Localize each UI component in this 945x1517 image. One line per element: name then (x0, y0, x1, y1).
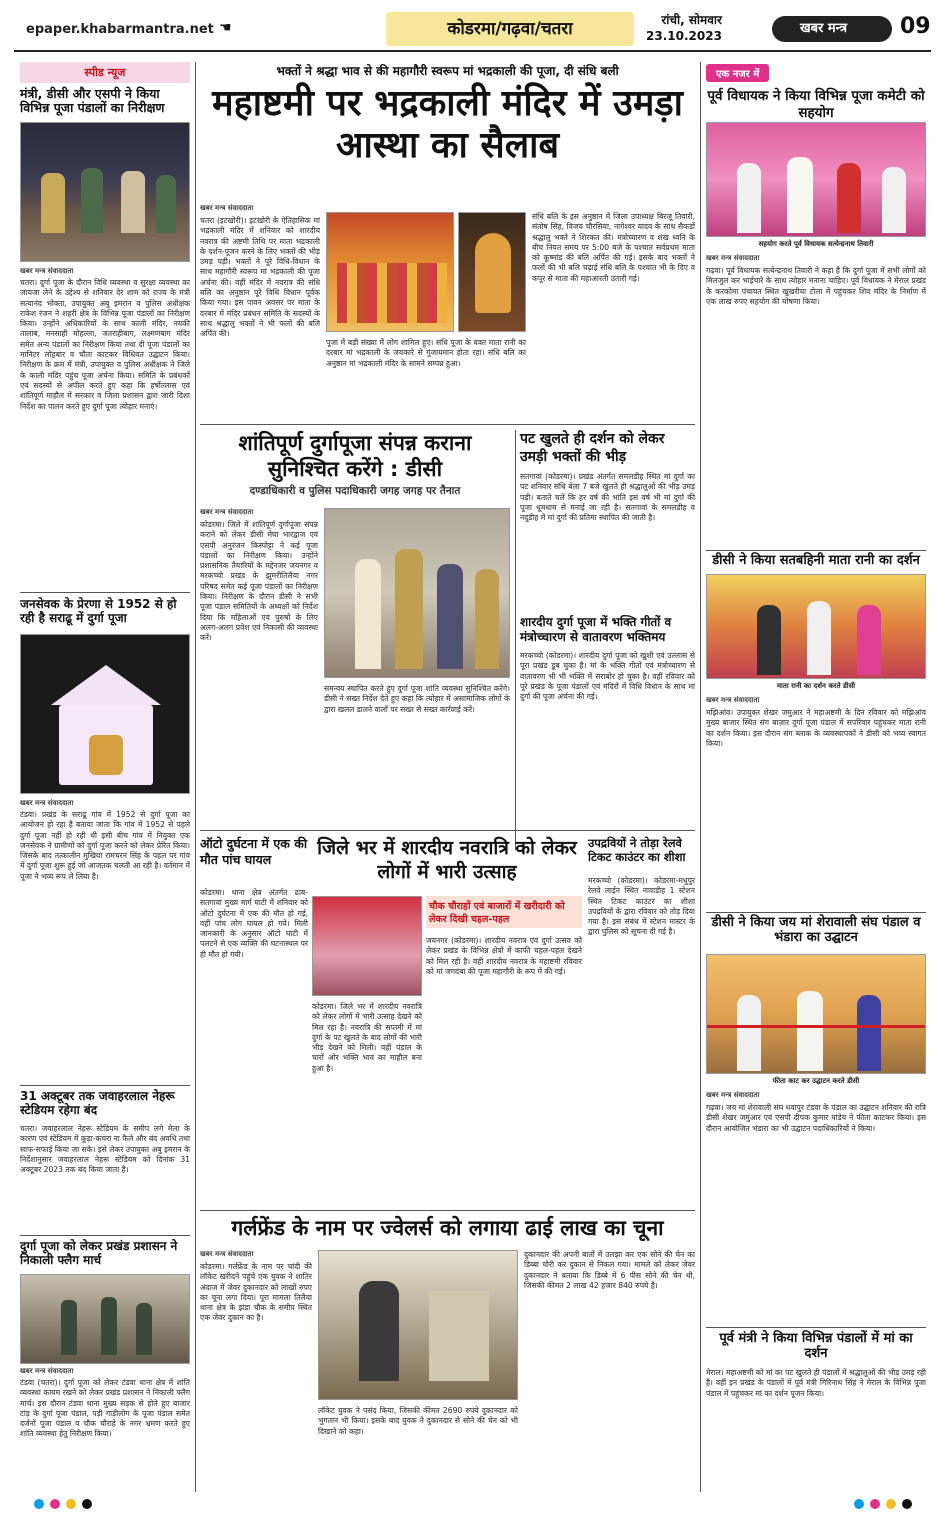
registration-dot (870, 1499, 880, 1509)
rail-headline: उपद्रवियों ने तोड़ा रेलवे टिकट काउंटर का शीशा (588, 836, 686, 864)
page-number: 09 (900, 14, 931, 39)
crowd-headline: पट खुलते ही दर्शन को लेकर उमड़ी भक्तों की भीड़ (520, 431, 665, 465)
right-story1-byline: खबर मन्त्र संवाददाता (706, 254, 760, 262)
registration-dot (82, 1499, 92, 1509)
right-story1-headline: पूर्व विधायक ने किया विभिन्न पूजा कमेटी को सहयोग (707, 88, 925, 121)
inspection-photo (20, 122, 190, 262)
left-column (20, 62, 190, 1492)
registration-dot (66, 1499, 76, 1509)
right-story3-headline: डीसी ने किया जय मां शेरावाली संघ पंडाल व भंडारा का उद्घाटन (711, 915, 921, 945)
auto-story (200, 836, 308, 1206)
dc-darshan-photo (706, 574, 926, 679)
lead-byline: खबर मन्त्र संवाददाता (200, 204, 254, 212)
right-story4-body: मेराल। महाअष्टमी को मां का पट खुलते ही पंडालों में श्रद्धालुओं की भीड़ उमड़ रही है। वहीं इन प्रखंड के पंडालों में पूर्व मंत्री गिरिनाथ सिंह ने मेराल के विभिन्न पूजा पंडाल में पहुंचकर मां का दर्शन पूजन किया। (706, 1368, 926, 1398)
fraud-body3: दुकानदार की अपनी बातों में उलझा कर एक सोने की चेन का डिब्बा चोरी कर दुकान से निकल गया। मामले को लेकर जेवर दुकानदार ने बताया कि डिब्बे में 6 पीस सोने की चेन थी, जिसकी कीमत 2 लाख 42 हजार 840 रुपये है। (524, 1250, 695, 1290)
cursor-icon: ☚ (219, 20, 232, 36)
lead-headline: महाष्टमी पर भद्रकाली मंदिर में उमड़ा आस्था का सैलाब (212, 83, 683, 166)
auto-body: कोडरमा। थाना क्षेत्र अंतर्गत ढाब-सतगावां मुख्य मार्ग घाटी में शनिवार को ऑटो दुर्घटना में एक की मौत हो गई, वहीं पांच लोग घायल हो गये। मिली जानकारी के अनुसार ऑटो घाटी में पलटने से एक व्यक्ति की घटनास्थल पर ही मौत हो गयी। (200, 888, 308, 959)
right-story2-body: मझिआंव। उपायुक्त शेखर जमुआर ने महाअष्टमी के दिन रविवार को मझिआंव मुख्य बाजार स्थित संग बाज़ार दुर्गा पूजा पंडाल में सपरिवार पहुंचकर माता रानी का दर्शन किया। इस दौरान संग ब्लाक के व्यवस्थापकों ने डीसी को भव्य स्वागत किया। (706, 708, 926, 748)
right-column (706, 62, 926, 1492)
fraud-byline: खबर मन्त्र संवाददाता (200, 1250, 254, 1258)
crowd-body: सतगावां (कोडरमा)। प्रखंड अंतर्गत समलडीह स्थित मां दुर्गा का पट शनिवार संधि बेला 7 बजे खुलते ही श्रद्धालुओं की भीड़ उमड़ पड़ी। बताते चलें कि हर वर्ष की भांति इस वर्ष भी मां दुर्गा की पूजा धूमधाम से मनाई जा रही है। सतगावां के समलडीह व नदुडीह में मां दुर्गा की प्रतिमा स्थापित की जाती है। (520, 472, 695, 523)
lead-body3: संधि बलि के इस अनुष्ठान में जिला उपाध्यक्ष बिरजू तिवारी, संतोष सिंह, विजय चौरसिया, नागेश्वर यादव के साथ सैकड़ों श्रद्धालु भक्ते ने शिरकत की। मंत्रोच्चारण व शंख ध्वनि के बीच नियत समय पर 5:00 बजे के पश्चात सर्वप्रथम माता को कूष्मांड की बलि अर्पित की गई। इसके बाद भक्तों ने फलों की भी बलि चढ़ाई संधि बलि के पश्चात भी के दिए व कपूर से माता की महाआरती उतारी गई। (532, 212, 695, 283)
issue-date: 23.10.2023 (646, 29, 722, 43)
fraud-headline: गर्लफ्रेंड के नाम पर ज्वेलर्स को लगाया ढाई लाख का चूना (231, 1216, 664, 1240)
right-story2-caption: माता रानी का दर्शन करते डीसी (776, 682, 856, 690)
right-story3-body: गढ़वा। जय मां शेरावाली संघ धवापुर टंडवा के पंडाल का उद्घाटन शनिवार की रात्रि डीसी शेखर जमुआर एवं एसपी दीपक कुमार पांडेय ने फीता काटकर किया। इस दौरान आयोजित भंडारा का भी उद्घाटन पदाधिकारियों ने किया। (706, 1103, 926, 1133)
music-body: मरकच्चो (कोडरमा)। शारदीय दुर्गा पूजा को खुशी एवं उल्लास से पूरा प्रखंड डूब चुका है। मां के भक्ति गीतों एवं मंत्रोच्चारण से वातावरण भी भी भक्ति में सराबोर हो चुका है। वहीं रविवार को पूरे प्रखंड के पूजा पंडालों एवं मंदिरों में विधि विधान के साथ मां दुर्गा की पूजा अर्चना की गई। (520, 651, 695, 702)
left-story4-headline: दुर्गा पूजा को लेकर प्रखंड प्रशासन ने निकाली फ्लैग मार्च (20, 1239, 178, 1267)
right-story2-headline: डीसी ने किया सतबहिनी माता रानी का दर्शन (712, 553, 920, 568)
music-headline: शारदीय दुर्गा पूजा में भक्ति गीतों व मंत्रोच्चारण से वातावरण भक्तिमय (520, 615, 672, 644)
registration-dot (854, 1499, 864, 1509)
fraud-body: कोडरमा। गर्लफ्रेंड के नाम पर चांदी की लॉकेट खरीदने पहुंचे एक युवक ने शातिर अंदाज में जेवर दुकानदार को लाखों रुपए का चूना लगा दिया। पूरा मामला तिलैया थाना क्षेत्र के झंडा चौक के समीप स्थित एक जेवर दुकान का है। (200, 1262, 312, 1323)
mla-support-photo (706, 122, 926, 237)
registration-dot (886, 1499, 896, 1509)
inauguration-photo (706, 954, 926, 1074)
dateline (646, 12, 722, 44)
left-story1-byline: खबर मन्त्र संवाददाता (20, 267, 74, 275)
dc-inspection-photo (324, 508, 510, 678)
left-story3-headline: 31 अक्टूबर तक जवाहरलाल नेहरू स्टेडियम रहेगा बंद (20, 1089, 175, 1117)
navratri-headline: जिले भर में शारदीय नवरात्रि को लेकर लोगों में भारी उत्साह (317, 837, 577, 883)
registration-dot (902, 1499, 912, 1509)
fraud-story (200, 1216, 695, 1490)
left-story1-headline: मंत्री, डीसी और एसपी ने किया विभिन्न पूजा पंडालों का निरीक्षण (20, 86, 165, 116)
navratri-subhead: चौक चौराहों एवं बाजारों में खरीदारी को लेकर दिखी चहल-पहल (426, 896, 582, 928)
masthead (14, 8, 931, 52)
navratri-body2: जयनगर (कोडरमा)। शारदीय नवरात्र एवं दुर्गा उत्सव को लेकर प्रखंड के विभिन्न क्षेत्रों में काफी चहल-पहल देखने को मिल रही है। वहीं शारदीय नवरात्र के महाष्टमी रविवार को मां जगदंबा की पूजा महागौरी के रूप में की गई। (426, 936, 582, 976)
brand-name: खबर मन्त्र (772, 16, 892, 42)
fraud-body2: लॉकेट युवक ने पसंद किया, जिसकी कीमत 2690 रुपये दुकानदार को भुगतान भी किया। इसके बाद युवक ने दुकानदार से सोने की चेन को भी दिखाने को कहा। (318, 1406, 518, 1436)
right-story1-body: गढ़वा। पूर्व विधायक सत्येन्द्रनाथ तिवारी ने कहा है कि दुर्गा पूजा में सभी लोगों को मिलजुल कर भाईचारे के साथ त्योहार मनाना चाहिए। पूर्व विधायक ने मेराल प्रखंड के करकोमा पंचायत स्थित खुखरीया टोला में पहुंचकर शिव मंदिर के निर्माण में एक लाख रुपए सहयोग की घोषणा किया। (706, 266, 926, 306)
left-story3-body: चतरा। जवाहरलाल नेहरू स्टेडियम के समीप लगे मेला के कारण एवं स्टेडियम में कूड़ा-कचरा ना फैले और बंद अवधि तथा साफ-सफाई किया जा सके। इसे लेकर उपायुक्त अबु इमरान के निर्देशानुसार जवाहरलाल नेहरू स्टेडियम को दिनांक 31 अक्टूबर 2023 तक बंद किया जाता है। (20, 1124, 190, 1175)
left-story4-byline: खबर मन्त्र संवाददाता (20, 1367, 74, 1375)
navratri-story (312, 836, 582, 1206)
left-story4-body: टंडवा (चतरा)। दुर्गा पूजा को लेकर टंडवा थाना क्षेत्र में शांति व्यवस्था कायम रखने को लेकर प्रखंड प्रशासन ने निकाली फ्लैग मार्च। इस दौरान टंडवा थाना मुख्य सड़क से होते हुए बाजार टांड़ के दुर्गा पूजा पंडाल, पड़ी गाड़ीलोग के पूजा पंडाल समेत दर्जनों पूजा पंडाल व चौक चौराहे के नगर भ्रमण करते हुए शांति व्यवस्था हेतु निरीक्षण किया। (20, 1378, 190, 1439)
at-a-glance-tag: एक नजर में (706, 64, 769, 82)
lead-body2: पूजा में बड़ी संख्या में लोग शामिल हुए। संधि पूजा के वक्त माता रानी का दरबार मां भद्रकाली के जयकारे से गुंजायमान होता रहा। संधि बलि का अनुष्ठान मां भद्रकाली मंदिर के सामने सम्पन्न हुआ। (326, 338, 526, 368)
lead-story (200, 62, 695, 492)
music-story (520, 615, 695, 825)
pandal-photo (20, 634, 190, 794)
print-registration-marks (14, 1497, 931, 1511)
rail-story (588, 836, 695, 1206)
left-story2-body: टंडवा। प्रखंड के सराढू गांव में 1952 से दुर्गा पूजा का आयोजन हो रहा है बताया जाता कि गांव में 1952 से पहले दुर्गा पूजा नहीं हो रही थी इसी बीच गांव में नियुक्त एक जनसेवक ने ग्रामीणों को दुर्गा पूजा करने को लेकर प्रेरित किया। जिसके बाद तत्कालीन मुखिया रामचरन सिंह के पहल पर गांव में दुर्गा पूजा शुरू हुई जो आजतक चलती आ रही है। वर्तमान में पूजा ने भव्य रूप ले लिया है। (20, 810, 190, 881)
right-story2-byline: खबर मन्त्र संवाददाता (706, 696, 760, 704)
left-story2-headline: जनसेवक के प्रेरणा से 1952 से हो रही है सराढू में दुर्गा पूजा (20, 597, 177, 625)
idol-photo (458, 212, 526, 332)
left-story1-body: चतरा। दुर्गा पूजा के दौरान विधि व्यवस्था व सुरक्षा व्यवस्था का जायजा लेने के उद्देश्य से शनिवार देर शाम को राज्य के मंत्री सत्यानंद भोक्ता, उपायुक्त अबु इमरान व पुलिस अधीक्षक राकेश रंजन ने शहरी क्षेत्र के विभिन्न पूजा पंडालों का निरीक्षण किया। उन्होंने अधिकारियों के साथ काली मंदिर, नयकी तालाब, मनसाही मोहल्ला, जतराहीबाग, लक्ष्मणबाग मंदिर समेत अन्य पंडालों का निरीक्षण किया तथा दी पूजा पंडालों का मानिटर लोहबार व चौता काटकर विधिवत उद्घाटन किया। निरीक्षण के क्रम में मंत्री, उपायुक्त व पुलिस अधीक्षक ने जिले के काली मंदिर पहुंच पूजा अर्चना किया। समिति के प्रबंधकों एवं सदस्यों से अपील करते हुए कहा कि हर्षोल्लास एवं शांतिपूर्ण माहौल में सरकार व जिला प्रशासन द्वारा जारी दिशा निर्देश का पालन करते हुए दुर्गा पूजा त्योहार मनाएं। (20, 278, 190, 411)
crowd-story (520, 430, 695, 610)
dc-byline: खबर मन्त्र संवाददाता (200, 508, 254, 516)
navratri-body: कोडरमा। जिले भर में शारदीय नवरात्रि को लेकर लोगों में भारी उत्साह देखने को मिल रहा है। नवरात्रि की सप्तमी में मां दुर्गा के पट खुलते के बाद लोगों की भारी भीड़ देखने को मिली। वहीं पंडाल के चारों ओर भक्ति भाव का माहौल बना हुआ है। (312, 1002, 422, 1073)
dc-story (200, 430, 510, 830)
epaper-url[interactable]: epaper.khabarmantra.net (26, 22, 214, 37)
right-story4-headline: पूर्व मंत्री ने किया विभिन्न पंडालों में मां का दर्शन (719, 1331, 913, 1361)
cctv-photo (318, 1250, 518, 1400)
registration-dot (34, 1499, 44, 1509)
market-photo (312, 896, 422, 996)
right-story3-byline: खबर मन्त्र संवाददाता (706, 1091, 760, 1099)
dc-body2: समन्वय स्थापित करते हुए दुर्गा पूजा शांति व्यवस्था सुनिश्चित करेंगे। डीसी ने सख्त निर्देश देते हुए कहा कि त्योहार में असामाजिक लोगों के द्वारा खलल डालने वालों पर सख्त से सख्त कार्रवाई करें। (324, 684, 510, 714)
speed-news-label: स्पीड न्यूज (20, 62, 190, 83)
bhadrakali-crowd-photo (326, 212, 454, 332)
rail-body: मरकच्चो (कोडरमा)। कोडरमा-मधुपुर रेलवे लाईन स्थित नावाडीह 1 स्टेशन स्थित टिकट काउंटर का शीशा उपद्रवियों के द्वारा रविवार को तोड़ दिया गया है। इस संबंध में स्टेशन मास्टर के द्वारा पुलिस को सूचना दी गई है। (588, 876, 695, 937)
right-story3-caption: फीता काट कर उद्घाटन करते डीसी (772, 1077, 860, 1085)
left-story2-byline: खबर मन्त्र संवाददाता (20, 799, 74, 807)
flag-march-photo (20, 1274, 190, 1364)
dc-subhead: दण्डाधिकारी व पुलिस पदाधिकारी जगह जगह पर तैनात (249, 485, 461, 497)
section-title: कोडरमा/गढ़वा/चतरा (386, 12, 634, 46)
registration-dot (50, 1499, 60, 1509)
auto-headline: ऑटो दुर्घटना में एक की मौत पांच घायल (200, 836, 308, 867)
lead-body: चतरा (इटखोरी)। इटखोरी के ऐतिहासिक मां भद्रकाली मंदिर में शनिवार को शारदीय नवरात्र की अष्टमी तिथि पर माता भद्रकाली के दर्शन-पूजन करने के लिए भक्तों की भीड़ उमड़ पड़ी। भक्तों ने पूरे विधि-विधान के साथ महागौरी स्वरूप मां भद्रकाली की पूजा अर्चना की। वहीं मंदिर में नवरात्र की संधि बलि का अनुष्ठान पूरे विधि विधान पूर्वक किया गया। इस पावन अवसर पर माता के दरबार में मंदिर प्रबंधन समिति के सदस्यों के साथ श्रद्धालु भक्तों ने भी फलों की बलि अर्पित की। (200, 216, 320, 339)
right-story1-caption: सहयोग करते पूर्व विधायक सत्येन्द्रनाथ तिवारी (758, 240, 874, 248)
dc-body: कोडरमा। जिले में शांतिपूर्ण दुर्गापूजा संपन्न कराने को लेकर डीसी मेघा भारद्वाज एवं एसपी अनुरंजन किस्पोट्टा ने कई पूजा पंडालों का निरीक्षण किया। उन्होंने प्रशासनिक तैयारियों के मद्देनजर जयनगर व मरकच्चो प्रखंड के झुमरीतिलैया नगर परिषद समेत कई पूजा पंडालों का निरीक्षण किया। निरीक्षण के दौरान डीसी ने सभी पूजा पंडाल समितियों के अध्यक्षों को निर्देश दिया कि महिलाओं एवं पुरुषों के लिए अलग-अलग प्रवेश एवं निकासी की व्यवस्था करें। (200, 520, 318, 643)
lead-kicker: भक्तों ने श्रद्धा भाव से की महागौरी स्वरूप मां भद्रकाली की पूजा, दी संधि बली (276, 64, 619, 78)
dc-headline: शांतिपूर्ण दुर्गापूजा संपन्न कराना सुनिश्चित करेंगे : डीसी (238, 431, 472, 481)
city-day: रांची, सोमवार (661, 13, 722, 27)
